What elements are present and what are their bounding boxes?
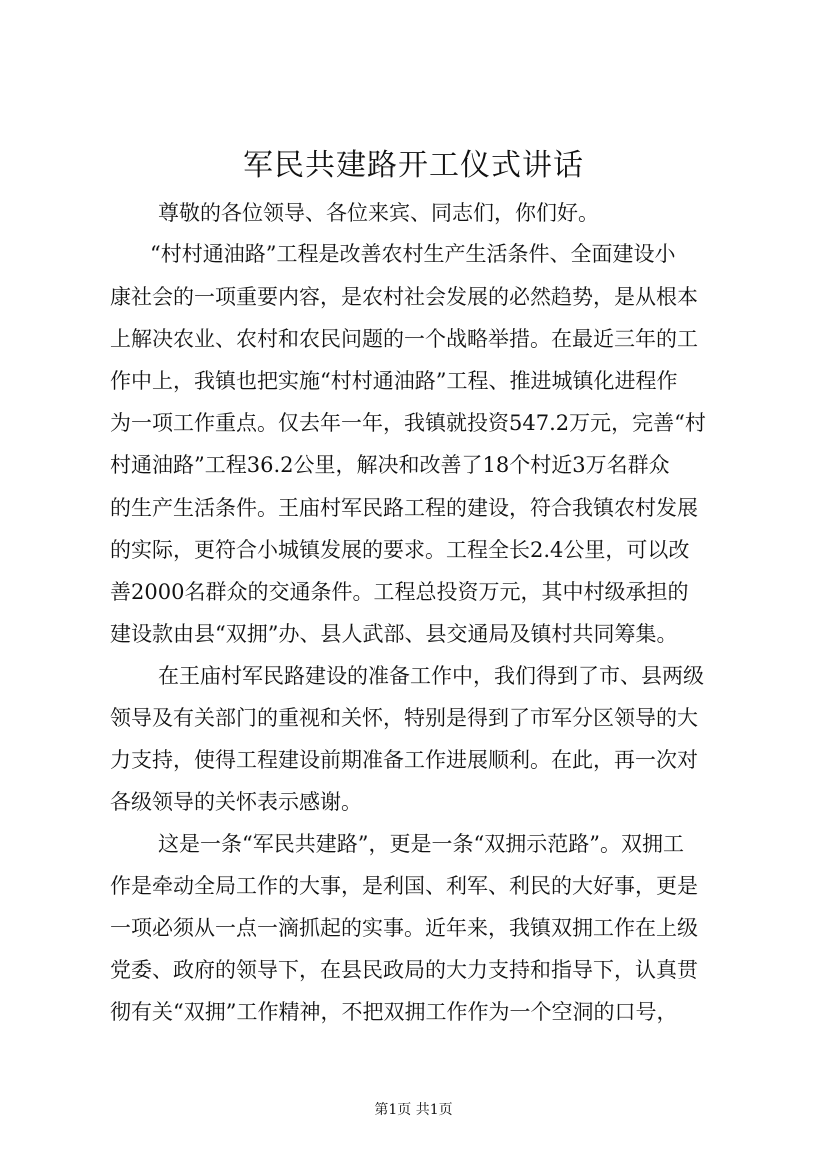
text-line: 作中上，我镇也把实施“村村通油路”工程、推进城镇化进程作 <box>110 369 678 393</box>
text-line: 上解决农业、农村和农民问题的一个战略举措。在最近三年的工 <box>110 327 698 351</box>
text-line: 一项必须从一点一滴抓起的实事。近年来，我镇双拥工作在上级 <box>110 916 698 940</box>
text-line: 建设款由县“双拥”办、县人武部、县交通局及镇村共同筹集。 <box>110 622 678 646</box>
text-line: 各级领导的关怀表示感谢。 <box>110 790 362 814</box>
text-line: 康社会的一项重要内容，是农村社会发展的必然趋势，是从根本 <box>110 285 698 309</box>
text-line: 村通油路”工程36.2公里，解决和改善了18个村近3万名群众 <box>110 453 670 477</box>
document-title: 军民共建路开工仪式讲话 <box>243 148 584 183</box>
text-line: 这是一条“军民共建路”，更是一条“双拥示范路”。双拥工 <box>158 832 684 856</box>
text-line: 的实际，更符合小城镇发展的要求。工程全长2.4公里，可以改 <box>110 538 690 562</box>
text-line: 为一项工作重点。仅去年一年，我镇就投资547.2万元，完善“村 <box>110 411 706 435</box>
text-line: 彻有关“双拥”工作精神，不把双拥工作作为一个空洞的口号， <box>110 1000 678 1024</box>
text-line: 的生产生活条件。王庙村军民路工程的建设，符合我镇农村发展 <box>110 496 698 520</box>
text-line: 党委、政府的领导下，在县民政局的大力支持和指导下，认真贯 <box>110 958 698 982</box>
page-number-footer: 第1页 共1页 <box>374 1102 453 1118</box>
text-line: 力支持，使得工程建设前期准备工作进展顺利。在此，再一次对 <box>110 748 698 772</box>
text-line: 在王庙村军民路建设的准备工作中，我们得到了市、县两级 <box>158 664 704 688</box>
text-line: 善2000名群众的交通条件。工程总投资万元，其中村级承担的 <box>110 580 689 604</box>
text-line: “村村通油路”工程是改善农村生产生活条件、全面建设小 <box>150 242 676 266</box>
text-line: 尊敬的各位领导、各位来宾、同志们，你们好。 <box>158 201 599 225</box>
text-line: 作是牵动全局工作的大事，是利国、利军、利民的大好事，更是 <box>110 874 698 898</box>
text-line: 领导及有关部门的重视和关怀，特别是得到了市军分区领导的大 <box>110 706 698 730</box>
